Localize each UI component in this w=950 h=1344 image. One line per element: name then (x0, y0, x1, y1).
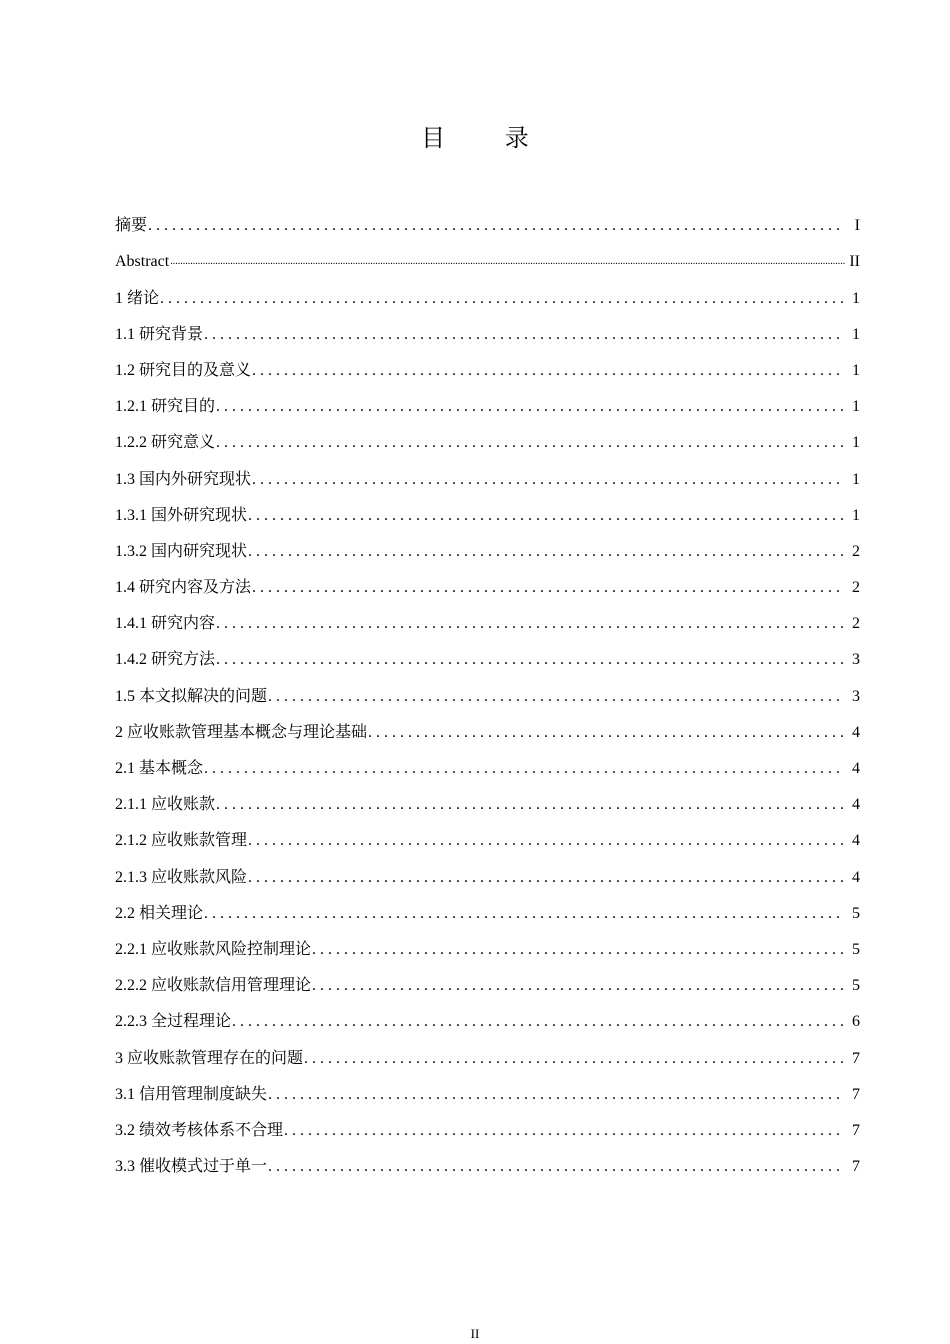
toc-entry-page: 2 (852, 615, 860, 633)
toc-entry-label: 3.2 绩效考核体系不合理 (115, 1121, 284, 1139)
toc-dot-leader (252, 361, 845, 381)
toc-entry-label: 2.2 相关理论 (115, 904, 204, 922)
toc-entry-label: 1.2.2 研究意义 (115, 434, 216, 452)
toc-entry[interactable] (115, 460, 860, 496)
toc-entry-page: 4 (852, 868, 860, 886)
toc-entry-label: 摘要 (115, 217, 148, 235)
toc-entry-page: 1 (852, 470, 860, 488)
toc-dot-leader (312, 976, 845, 996)
toc-entry[interactable] (115, 279, 860, 315)
toc-entry[interactable] (115, 786, 860, 822)
toc-dot-leader (268, 687, 845, 707)
toc-dot-leader (216, 433, 845, 453)
toc-entry[interactable] (115, 243, 860, 279)
toc-entry[interactable] (115, 1076, 860, 1112)
toc-entry-page: 7 (852, 1085, 860, 1103)
page-footer-number: II (470, 1326, 480, 1341)
toc-entry-page: 3 (852, 651, 860, 669)
toc-entry[interactable] (115, 895, 860, 931)
toc-entry-page: I (854, 217, 860, 235)
toc-entry-page: 5 (852, 904, 860, 922)
toc-entry[interactable] (115, 316, 860, 352)
toc-entry[interactable] (115, 569, 860, 605)
toc-entry-page: 1 (852, 325, 860, 343)
toc-entry-label: 1.1 研究背景 (115, 325, 204, 343)
table-of-contents (115, 207, 860, 1184)
toc-entry-page: 4 (852, 832, 860, 850)
toc-entry-page: 5 (852, 977, 860, 995)
toc-entry-label: 2.2.3 全过程理论 (115, 1013, 232, 1031)
toc-entry-page: 7 (852, 1121, 860, 1139)
toc-entry-label: 3.1 信用管理制度缺失 (115, 1085, 268, 1103)
toc-entry-page: 1 (852, 506, 860, 524)
toc-dot-leader (216, 795, 845, 815)
toc-entry[interactable] (115, 931, 860, 967)
toc-dot-leader (248, 506, 845, 526)
toc-entry-label: 3.3 催收模式过于单一 (115, 1158, 268, 1176)
toc-entry-label: 2.1 基本概念 (115, 760, 204, 777)
toc-dot-leader (204, 759, 845, 779)
toc-dot-leader (252, 470, 845, 490)
toc-entry[interactable] (115, 497, 860, 533)
toc-dot-leader (216, 614, 845, 634)
toc-entry[interactable] (115, 858, 860, 894)
toc-dot-leader (312, 940, 845, 960)
toc-entry[interactable] (115, 1112, 860, 1148)
toc-entry[interactable] (115, 424, 860, 460)
toc-entry-page: 2 (852, 542, 860, 560)
toc-entry-page: 3 (852, 687, 860, 705)
toc-dot-leader (216, 397, 845, 417)
toc-entry-label: 1.4.2 研究方法 (115, 651, 216, 669)
toc-entry[interactable] (115, 641, 860, 677)
toc-dot-leader (204, 904, 845, 924)
toc-entry[interactable] (115, 677, 860, 713)
page-title: 目 录 (421, 124, 555, 152)
toc-entry[interactable] (115, 1148, 860, 1184)
toc-entry[interactable] (115, 352, 860, 388)
toc-entry-page: 4 (852, 760, 860, 777)
toc-entry-label: 2.1.1 应收账款 (115, 796, 216, 814)
toc-entry-label: 2.1.3 应收账款风险 (115, 868, 248, 886)
toc-entry-page: 1 (852, 398, 860, 416)
toc-dot-leader (284, 1121, 845, 1141)
toc-entry[interactable] (115, 750, 860, 786)
toc-dot-leader (248, 831, 845, 851)
toc-entry-label: 1.3.1 国外研究现状 (115, 506, 248, 524)
toc-entry-page: 2 (852, 579, 860, 597)
toc-entry-label: Abstract (115, 253, 170, 271)
toc-entry[interactable] (115, 388, 860, 424)
toc-entry-label: 1.2 研究目的及意义 (115, 361, 252, 379)
toc-entry[interactable] (115, 967, 860, 1003)
toc-entry-label: 1 绪论 (115, 289, 160, 307)
toc-entry-page: 4 (852, 796, 860, 814)
toc-entry[interactable] (115, 1039, 860, 1075)
toc-dot-leader (170, 252, 845, 272)
toc-entry-label: 1.3.2 国内研究现状 (115, 542, 248, 560)
toc-entry-label: 1.4 研究内容及方法 (115, 579, 252, 597)
toc-entry-page: II (849, 253, 860, 271)
toc-dot-leader (268, 1157, 845, 1177)
toc-dot-leader (304, 1049, 845, 1069)
toc-entry-page: 4 (852, 723, 860, 741)
toc-entry-label: 1.2.1 研究目的 (115, 398, 216, 416)
toc-dot-leader (232, 1012, 845, 1032)
toc-entry-page: 1 (852, 289, 860, 307)
toc-dot-leader (248, 868, 845, 888)
toc-dot-leader (204, 325, 845, 345)
toc-dot-leader (368, 723, 845, 743)
toc-entry-label: 3 应收账款管理存在的问题 (115, 1049, 304, 1067)
toc-dot-leader (248, 542, 845, 562)
toc-dot-leader (148, 216, 845, 236)
toc-entry-label: 2.2.1 应收账款风险控制理论 (115, 940, 312, 958)
toc-entry-label: 1.5 本文拟解决的问题 (115, 687, 268, 705)
toc-entry[interactable] (115, 605, 860, 641)
toc-entry-label: 2 应收账款管理基本概念与理论基础 (115, 723, 368, 741)
toc-entry-page: 6 (852, 1013, 860, 1031)
toc-entry-label: 1.4.1 研究内容 (115, 615, 216, 633)
toc-entry-label: 2.2.2 应收账款信用管理理论 (115, 977, 312, 995)
toc-entry-page: 7 (852, 1049, 860, 1067)
toc-entry[interactable] (115, 1003, 860, 1039)
toc-entry[interactable] (115, 822, 860, 858)
toc-dot-leader (160, 289, 845, 309)
toc-dot-leader (252, 578, 845, 598)
toc-entry-label: 1.3 国内外研究现状 (115, 470, 252, 488)
toc-dot-leader (216, 650, 845, 670)
toc-entry-page: 1 (852, 361, 860, 379)
toc-dot-leader (268, 1085, 845, 1105)
toc-entry-page: 1 (852, 434, 860, 452)
toc-entry-page: 5 (852, 940, 860, 958)
toc-entry-page: 7 (852, 1158, 860, 1176)
toc-entry-label: 2.1.2 应收账款管理 (115, 832, 248, 850)
toc-entry[interactable] (115, 714, 860, 750)
toc-entry[interactable] (115, 533, 860, 569)
toc-entry[interactable] (115, 207, 860, 243)
